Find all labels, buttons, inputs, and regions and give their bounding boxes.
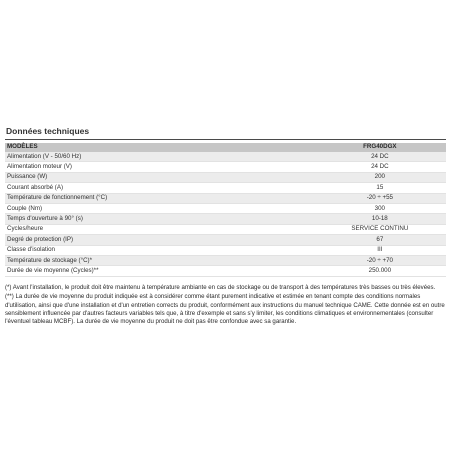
table-row: [5, 224, 446, 234]
spec-value: 67: [314, 235, 446, 245]
spec-value: 300: [314, 203, 446, 213]
table-row: [5, 183, 446, 193]
specs-table: [5, 143, 446, 277]
spec-label: Temps d'ouverture à 90° (s): [5, 214, 314, 224]
table-row: [5, 214, 446, 224]
spec-value: 250.000: [314, 266, 446, 276]
technical-data-section: [5, 120, 446, 328]
table-row: [5, 203, 446, 213]
models-header: MODÈLES: [5, 143, 314, 152]
table-row: [5, 245, 446, 255]
spec-value: 10-18: [314, 214, 446, 224]
section-title: Données techniques: [5, 120, 446, 140]
footnote-lifespan: (**) La durée de vie moyenne du produit indiquée est à considérer comme étant purement indicative et estimée en tenant compte des conditions normales d'utilisation, ainsi que d'une installation et d'un entretien corrects du produit, conformément aux instructions du manuel technique CAME. Cette donnée est en outre sensiblement influencée par d'autres facteurs variables tels que, à titre d'exemple et sans s'y limiter, les conditions climatiques et environnementales (consulter l'éventuel tableau MCBF). La durée de vie moyenne du produit ne doit pas être confondue avec sa garantie.: [5, 293, 445, 326]
spec-label: Cycles/heure: [5, 224, 314, 234]
spec-label: Alimentation (V - 50/60 Hz): [5, 152, 314, 162]
table-header-row: [5, 143, 446, 152]
table-row: [5, 235, 446, 245]
spec-value: -20 ÷ +55: [314, 193, 446, 203]
spec-label: Courant absorbé (A): [5, 183, 314, 193]
footnote-storage: (*) Avant l'installation, le produit doit être maintenu à température ambiante en cas de stockage ou de transport à des températures très basses ou très élevées.: [5, 283, 436, 291]
spec-label: Température de fonctionnement (°C): [5, 193, 314, 203]
spec-label: Classe d'isolation: [5, 245, 314, 255]
model-name-header: FRG40DGX: [314, 143, 446, 152]
spec-value: SERVICE CONTINU: [314, 224, 446, 234]
spec-value: 15: [314, 183, 446, 193]
table-row: [5, 172, 446, 182]
spec-label: Température de stockage (°C)*: [5, 255, 314, 265]
footnotes: [5, 284, 446, 327]
spec-value: 24 DC: [314, 162, 446, 172]
spec-label: Puissance (W): [5, 172, 314, 182]
table-row: [5, 162, 446, 172]
specs-table-body: [5, 152, 446, 276]
spec-label: Degré de protection (IP): [5, 235, 314, 245]
spec-value: 24 DC: [314, 152, 446, 162]
spec-label: Couple (Nm): [5, 203, 314, 213]
table-row: [5, 266, 446, 276]
table-row: [5, 255, 446, 265]
table-row: [5, 152, 446, 162]
spec-value: 200: [314, 172, 446, 182]
spec-value: III: [314, 245, 446, 255]
table-row: [5, 193, 446, 203]
spec-label: Durée de vie moyenne (Cycles)**: [5, 266, 314, 276]
spec-label: Alimentation moteur (V): [5, 162, 314, 172]
spec-value: -20 ÷ +70: [314, 255, 446, 265]
